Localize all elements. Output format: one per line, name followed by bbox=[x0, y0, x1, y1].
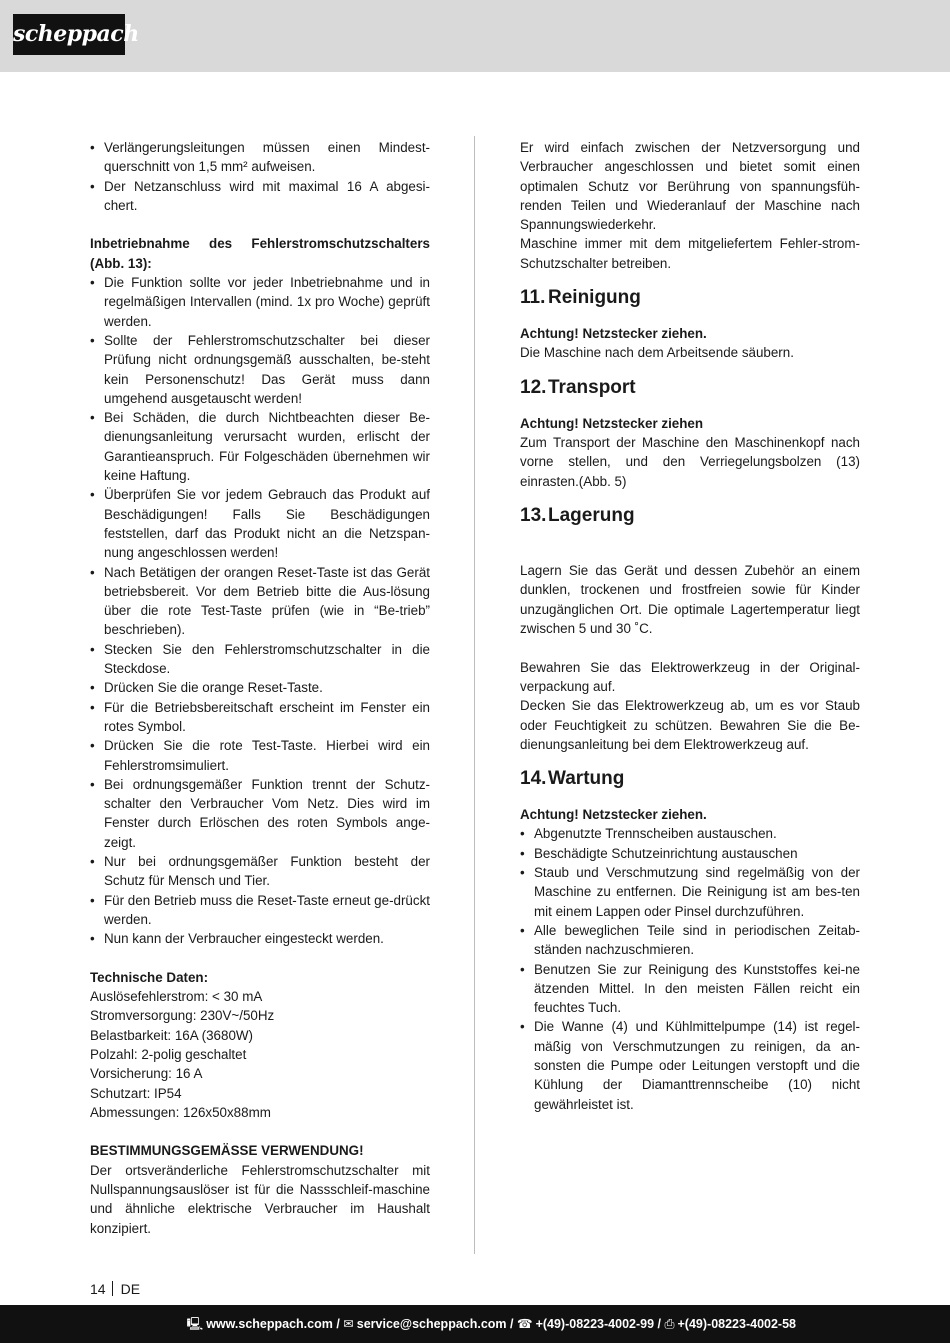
fax-icon: ⎙ bbox=[664, 1317, 675, 1331]
body-text: Die Maschine nach dem Arbeitsende säubern. bbox=[520, 345, 794, 361]
usage-text: Der ortsveränderliche Fehlerstromschutzschalter mit Nullspannungsauslöser ist für die Nassschleif-maschine und ähnliche elektrische Verbraucher im Haushalt konzipiert. bbox=[90, 1162, 430, 1236]
list-item: • Staub und Verschmutzung sind regelmäßig von der Maschine zu entfernen. Die Reinigung ist am bes-ten mit einem Lappen oder Pinsel durchzuführen. bbox=[520, 863, 860, 921]
list-item: • Stecken Sie den Fehlerstromschutzschalter in die Steckdose. bbox=[90, 640, 430, 679]
section-number: 12. bbox=[520, 376, 547, 398]
tech-line: Vorsicherung: 16 A bbox=[90, 1066, 203, 1082]
header-band bbox=[0, 0, 950, 72]
tech-line: Polzahl: 2-polig geschaltet bbox=[90, 1046, 247, 1062]
page-number-separator bbox=[112, 1281, 113, 1296]
list-item: • Für den Betrieb muss die Reset-Taste erneut ge-drückt werden. bbox=[90, 891, 430, 930]
tech-line: Belastbarkeit: 16A (3680W) bbox=[90, 1027, 254, 1043]
body-text: Bewahren Sie das Elektrowerkzeug in der Original-verpackung auf. bbox=[520, 659, 860, 694]
section-number: 14. bbox=[520, 768, 547, 790]
brand-logo: scheppach bbox=[13, 14, 125, 55]
list-item: • Beschädigte Schutzeinrichtung austauschen bbox=[520, 844, 860, 863]
section-title-cleaning bbox=[520, 287, 860, 309]
footer-bar bbox=[0, 1305, 950, 1343]
section-title-text: Lagerung bbox=[548, 504, 635, 526]
list-item: • Der Netzanschluss wird mit maximal 16 A abgesi-chert. bbox=[90, 177, 430, 216]
list-item: • Sollte der Fehlerstromschutzschalter bei dieser Prüfung nicht ordnungsgemäß ausschalten, be-steht kein Personenschutz! Das Gerät muss dann umgehend ausgetauscht werden! bbox=[90, 331, 430, 408]
column-divider bbox=[474, 136, 475, 1254]
body-text: Lagern Sie das Gerät und dessen Zubehör an einem dunklen, trockenen und frostfreien sowie für Kinder unzugänglichen Ort. Die optimale Lagertemperatur liegt zwischen 5 und 30 ˚C. bbox=[520, 563, 860, 637]
tech-heading: Technische Daten: bbox=[90, 969, 209, 985]
tech-line: Auslösefehlerstrom: < 30 mA bbox=[90, 989, 263, 1005]
body-text: Zum Transport der Maschine den Maschinenkopf nach vorne stellen, und den Verriegelungsbolzen (13) einrasten.(Abb. 5) bbox=[520, 434, 860, 489]
tech-line: Stromversorgung: 230V~/50Hz bbox=[90, 1008, 275, 1024]
list-item: • Für die Betriebsbereitschaft erscheint im Fenster ein rotes Symbol. bbox=[90, 698, 430, 737]
tech-line: Schutzart: IP54 bbox=[90, 1085, 182, 1101]
tech-data-list bbox=[90, 987, 430, 1122]
section-title-text: Reinigung bbox=[548, 287, 641, 309]
page-number bbox=[90, 1280, 140, 1298]
rcd-usage-note: Maschine immer mit dem mitgeliefertem Fehler-strom-Schutzschalter betreiben. bbox=[520, 236, 860, 271]
list-item: • Alle beweglichen Teile sind in periodischen Zeitab-ständen nachzuschmieren. bbox=[520, 921, 860, 960]
warning-text: Achtung! Netzstecker ziehen. bbox=[520, 326, 707, 342]
list-item: • Die Wanne (4) und Kühlmittelpumpe (14) ist regel-mäßig von Verschmutzungen zu reinigen, da an-sonsten die Pumpe oder Leitungen verstopft und die Kühlung der Diamanttrennscheibe (10) nicht gewährleistet ist. bbox=[520, 1017, 860, 1113]
list-item: • Benutzen Sie zur Reinigung des Kunststoffes kei-ne ätzenden Mittel. In den meisten Fällen reicht ein feuchtes Tuch. bbox=[520, 960, 860, 1018]
list-item: • Nun kann der Verbraucher eingesteckt werden. bbox=[90, 929, 430, 948]
list-item: • Abgenutzte Trennscheiben austauschen. bbox=[520, 824, 860, 843]
website-link[interactable]: www.scheppach.com / bbox=[206, 1317, 340, 1331]
section-number: 11. bbox=[520, 287, 546, 309]
section-title-transport bbox=[520, 377, 860, 399]
rcd-heading: Inbetriebnahme des Fehlerstromschutzschalters (Abb. 13): bbox=[90, 236, 430, 271]
list-item: • Drücken Sie die orange Reset-Taste. bbox=[90, 678, 430, 697]
list-item: • Nach Betätigen der orangen Reset-Taste ist das Gerät betriebsbereit. Vor dem Betrieb bitte die Aus-lösung über die rote Test-Taste prüfen (wie in “Be-trieb” beschrieben). bbox=[90, 563, 430, 640]
intro-list bbox=[90, 138, 430, 215]
list-item: • Bei Schäden, die durch Nichtbeachten dieser Be-dienungsanleitung verursacht wurden, erlischt der Garantieanspruch. Für Folgeschäden übernehmen wir keine Haftung. bbox=[90, 408, 430, 485]
computer-icon: 🖳 bbox=[186, 1317, 204, 1331]
list-item: • Verlängerungsleitungen müssen einen Mindest-querschnitt von 1,5 mm² aufweisen. bbox=[90, 138, 430, 177]
list-item: • Nur bei ordnungsgemäßer Funktion besteht der Schutz für Mensch und Tier. bbox=[90, 852, 430, 891]
email-icon: ✉ bbox=[343, 1317, 354, 1331]
list-item: • Bei ordnungsgemäßer Funktion trennt der Schutz-schalter den Verbraucher Vom Netz. Dies wird im Fenster durch Erlöschen des roten Symbols ange-zeigt. bbox=[90, 775, 430, 852]
rcd-list bbox=[90, 273, 430, 948]
right-column bbox=[520, 138, 860, 1114]
section-number: 13. bbox=[520, 504, 547, 526]
section-title-storage bbox=[520, 505, 860, 527]
language-code: DE bbox=[120, 1281, 141, 1297]
fax-number: +(49)-08223-4002-58 bbox=[677, 1317, 796, 1331]
warning-text: Achtung! Netzstecker ziehen bbox=[520, 415, 704, 431]
list-item: • Die Funktion sollte vor jeder Inbetriebnahme und in regelmäßigen Intervallen (mind. 1x pro Woche) geprüft werden. bbox=[90, 273, 430, 331]
phone-icon: ☎ bbox=[516, 1317, 533, 1331]
rcd-description: Er wird einfach zwischen der Netzversorgung und Verbraucher angeschlossen und bietet somit einen optimalen Schutz vor Berührung von spannungsfüh-renden Teilen und Wiederanlauf der Maschine nach Spannungswiederkehr. bbox=[520, 140, 860, 233]
phone-number: +(49)-08223-4002-99 / bbox=[535, 1317, 661, 1331]
usage-heading: BESTIMMUNGSGEMÄSSE VERWENDUNG! bbox=[90, 1143, 364, 1159]
section-title-text: Wartung bbox=[548, 768, 625, 790]
list-item: • Überprüfen Sie vor jedem Gebrauch das Produkt auf Beschädigungen! Falls Sie Beschädigungen feststellen, darf das Produkt nicht an die Netzspan-nung angeschlossen werden! bbox=[90, 485, 430, 562]
tech-line: Abmessungen: 126x50x88mm bbox=[90, 1104, 271, 1120]
section-title-text: Transport bbox=[548, 376, 636, 398]
warning-text: Achtung! Netzstecker ziehen. bbox=[520, 807, 707, 823]
maintenance-list bbox=[520, 824, 860, 1113]
body-text: Decken Sie das Elektrowerkzeug ab, um es vor Staub oder Feuchtigkeit zu schützen. Bewahren Sie die Be-dienungsanleitung bei dem Elektrowerkzeug auf. bbox=[520, 698, 860, 752]
list-item: • Drücken Sie die rote Test-Taste. Hierbei wird ein Fehlerstromsimuliert. bbox=[90, 736, 430, 775]
left-column bbox=[90, 138, 430, 1238]
section-title-maintenance bbox=[520, 768, 860, 790]
email-link[interactable]: service@scheppach.com / bbox=[356, 1317, 514, 1331]
page-number-value: 14 bbox=[90, 1281, 106, 1297]
